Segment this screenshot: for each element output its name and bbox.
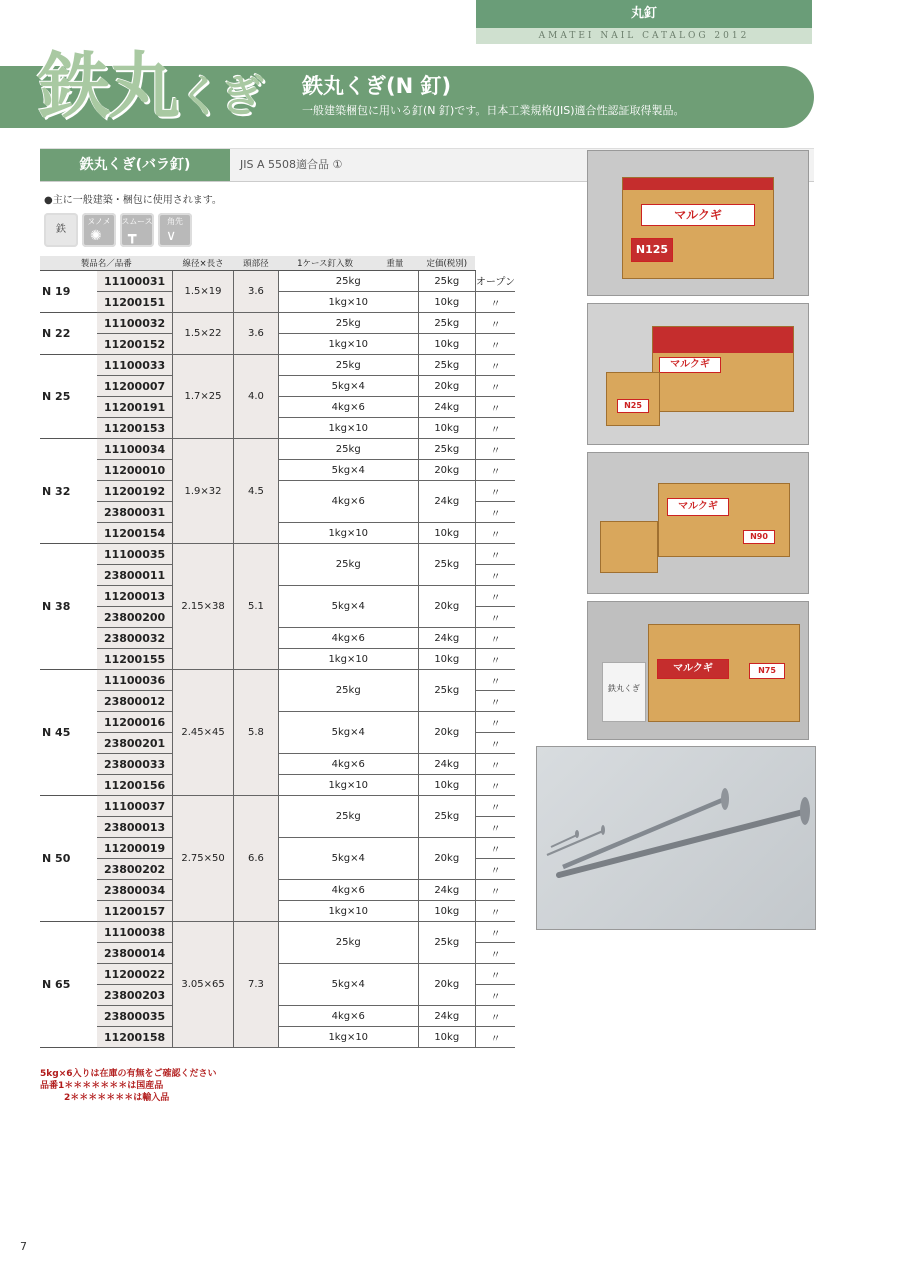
table-row xyxy=(40,838,515,859)
price-cell: 〃 xyxy=(475,943,515,964)
smooth-icon: スムース ┳ xyxy=(120,213,154,247)
table-row xyxy=(40,544,515,565)
count-cell: 5kg×4 xyxy=(278,712,418,754)
head-cell: 6.6 xyxy=(234,796,279,922)
table-row xyxy=(40,586,515,607)
size-cell: 2.75×50 xyxy=(173,796,234,922)
note-stock: 5kg×6入りは在庫の有無をご確認ください xyxy=(40,1069,217,1079)
table-row xyxy=(40,355,515,376)
col-weight: 重量 xyxy=(372,256,418,271)
feature-icons xyxy=(44,213,192,247)
count-cell: 25kg xyxy=(278,271,418,292)
photo-n90-box: マルクギ N90 xyxy=(587,452,809,594)
table-row xyxy=(40,271,515,292)
page-subtitle: 一般建築梱包に用いる釘(N 釘)です。日本工業規格(JIS)適合性認証取得製品。 xyxy=(302,104,685,117)
photo-nails xyxy=(536,746,816,930)
product-code: 23800031 xyxy=(97,502,172,523)
table-row xyxy=(40,418,515,439)
product-code: 23800200 xyxy=(97,607,172,628)
page-title: 鉄丸くぎ(N 釘) xyxy=(302,74,452,98)
count-cell: 1kg×10 xyxy=(278,334,418,355)
count-cell: 25kg xyxy=(278,670,418,712)
product-code: 11100032 xyxy=(97,313,172,334)
price-cell: 〃 xyxy=(475,649,515,670)
product-code: 11100036 xyxy=(97,670,172,691)
table-row xyxy=(40,481,515,502)
price-cell: 〃 xyxy=(475,418,515,439)
product-code: 11100033 xyxy=(97,355,172,376)
table-row xyxy=(40,649,515,670)
product-name: N 25 xyxy=(40,355,97,439)
product-code: 23800201 xyxy=(97,733,172,754)
product-code: 11200013 xyxy=(97,586,172,607)
head-cell: 3.6 xyxy=(234,271,279,313)
count-cell: 4kg×6 xyxy=(278,754,418,775)
page-number: 7 xyxy=(20,1240,27,1253)
weight-cell: 10kg xyxy=(418,334,475,355)
size-cell: 3.05×65 xyxy=(173,922,234,1048)
count-cell: 1kg×10 xyxy=(278,775,418,796)
product-name: N 45 xyxy=(40,670,97,796)
count-cell: 1kg×10 xyxy=(278,901,418,922)
price-cell: 〃 xyxy=(475,775,515,796)
header-tab-title: 丸釘 xyxy=(476,0,812,28)
head-cell: 3.6 xyxy=(234,313,279,355)
product-code: 11200152 xyxy=(97,334,172,355)
catalog-name: AMATEI NAIL CATALOG 2012 xyxy=(476,28,812,44)
price-cell: 〃 xyxy=(475,691,515,712)
product-code: 23800013 xyxy=(97,817,172,838)
weight-cell: 20kg xyxy=(418,964,475,1006)
product-name: N 38 xyxy=(40,544,97,670)
count-cell: 5kg×4 xyxy=(278,964,418,1006)
price-cell: 〃 xyxy=(475,1006,515,1027)
count-cell: 1kg×10 xyxy=(278,418,418,439)
product-code: 11200153 xyxy=(97,418,172,439)
head-cell: 5.1 xyxy=(234,544,279,670)
table-row xyxy=(40,292,515,313)
product-code: 23800011 xyxy=(97,565,172,586)
size-cell: 1.5×19 xyxy=(173,271,234,313)
col-head: 頭部径 xyxy=(234,256,279,271)
price-cell: 〃 xyxy=(475,355,515,376)
price-cell: オープン xyxy=(475,271,515,292)
table-row xyxy=(40,628,515,649)
price-cell: 〃 xyxy=(475,670,515,691)
price-cell: 〃 xyxy=(475,985,515,1006)
table-row xyxy=(40,1027,515,1048)
weight-cell: 24kg xyxy=(418,481,475,523)
weight-cell: 10kg xyxy=(418,292,475,313)
price-cell: 〃 xyxy=(475,712,515,733)
col-count: 1ケース釘入数 xyxy=(278,256,371,271)
price-cell: 〃 xyxy=(475,838,515,859)
price-cell: 〃 xyxy=(475,523,515,544)
price-cell: 〃 xyxy=(475,313,515,334)
product-code: 11200154 xyxy=(97,523,172,544)
count-cell: 4kg×6 xyxy=(278,628,418,649)
product-name: N 32 xyxy=(40,439,97,544)
table-row xyxy=(40,754,515,775)
weight-cell: 10kg xyxy=(418,649,475,670)
shank-icon: ヌノメ ✺ xyxy=(82,213,116,247)
table-row xyxy=(40,670,515,691)
product-code: 11100035 xyxy=(97,544,172,565)
product-code: 23800035 xyxy=(97,1006,172,1027)
price-cell: 〃 xyxy=(475,922,515,943)
count-cell: 4kg×6 xyxy=(278,481,418,523)
product-name: N 19 xyxy=(40,271,97,313)
price-cell: 〃 xyxy=(475,796,515,817)
count-cell: 1kg×10 xyxy=(278,1027,418,1048)
price-cell: 〃 xyxy=(475,397,515,418)
size-cell: 1.9×32 xyxy=(173,439,234,544)
product-code: 11100037 xyxy=(97,796,172,817)
weight-cell: 10kg xyxy=(418,418,475,439)
count-cell: 1kg×10 xyxy=(278,649,418,670)
price-cell: 〃 xyxy=(475,1027,515,1048)
price-cell: 〃 xyxy=(475,460,515,481)
weight-cell: 24kg xyxy=(418,397,475,418)
size-cell: 1.5×22 xyxy=(173,313,234,355)
product-code: 23800203 xyxy=(97,985,172,1006)
head-cell: 4.5 xyxy=(234,439,279,544)
weight-cell: 20kg xyxy=(418,838,475,880)
catalog-header xyxy=(476,0,812,44)
size-cell: 2.15×38 xyxy=(173,544,234,670)
price-cell: 〃 xyxy=(475,502,515,523)
product-code: 23800202 xyxy=(97,859,172,880)
table-row xyxy=(40,901,515,922)
price-cell: 〃 xyxy=(475,880,515,901)
product-code: 11200010 xyxy=(97,460,172,481)
weight-cell: 24kg xyxy=(418,880,475,901)
spec-table xyxy=(40,256,515,1048)
product-code: 11200016 xyxy=(97,712,172,733)
count-cell: 5kg×4 xyxy=(278,460,418,481)
table-row xyxy=(40,313,515,334)
price-cell: 〃 xyxy=(475,754,515,775)
col-price: 定価(税別) xyxy=(418,256,475,271)
price-cell: 〃 xyxy=(475,334,515,355)
product-name: N 22 xyxy=(40,313,97,355)
weight-cell: 25kg xyxy=(418,439,475,460)
head-cell: 7.3 xyxy=(234,922,279,1048)
product-code: 23800034 xyxy=(97,880,172,901)
table-row xyxy=(40,397,515,418)
weight-cell: 24kg xyxy=(418,754,475,775)
count-cell: 5kg×4 xyxy=(278,586,418,628)
table-row xyxy=(40,376,515,397)
price-cell: 〃 xyxy=(475,859,515,880)
table-row xyxy=(40,880,515,901)
weight-cell: 10kg xyxy=(418,1027,475,1048)
head-cell: 5.8 xyxy=(234,670,279,796)
product-name: N 50 xyxy=(40,796,97,922)
count-cell: 1kg×10 xyxy=(278,523,418,544)
product-code: 23800014 xyxy=(97,943,172,964)
weight-cell: 25kg xyxy=(418,544,475,586)
weight-cell: 25kg xyxy=(418,670,475,712)
weight-cell: 20kg xyxy=(418,376,475,397)
material-icon: 鉄 xyxy=(44,213,78,247)
weight-cell: 24kg xyxy=(418,1006,475,1027)
weight-cell: 25kg xyxy=(418,355,475,376)
product-code: 11200155 xyxy=(97,649,172,670)
count-cell: 25kg xyxy=(278,313,418,334)
weight-cell: 25kg xyxy=(418,313,475,334)
price-cell: 〃 xyxy=(475,292,515,313)
product-code: 23800032 xyxy=(97,628,172,649)
count-cell: 1kg×10 xyxy=(278,292,418,313)
photo-n125-box: マルクギ N125 xyxy=(587,150,809,296)
count-cell: 25kg xyxy=(278,796,418,838)
table-row xyxy=(40,439,515,460)
table-row xyxy=(40,523,515,544)
weight-cell: 25kg xyxy=(418,271,475,292)
count-cell: 25kg xyxy=(278,922,418,964)
count-cell: 4kg×6 xyxy=(278,1006,418,1027)
section-label: 鉄丸くぎ(バラ釘) xyxy=(40,149,230,181)
col-size: 線径×長さ xyxy=(173,256,234,271)
col-product: 製品名／品番 xyxy=(40,256,173,271)
product-code: 11200007 xyxy=(97,376,172,397)
note-imported: 2＊＊＊＊＊＊＊は輸入品 xyxy=(64,1093,170,1103)
product-code: 11200191 xyxy=(97,397,172,418)
count-cell: 25kg xyxy=(278,355,418,376)
price-cell: 〃 xyxy=(475,544,515,565)
head-cell: 4.0 xyxy=(234,355,279,439)
table-row xyxy=(40,964,515,985)
table-row xyxy=(40,775,515,796)
table-row xyxy=(40,796,515,817)
weight-cell: 20kg xyxy=(418,586,475,628)
weight-cell: 10kg xyxy=(418,775,475,796)
count-cell: 25kg xyxy=(278,439,418,460)
table-row xyxy=(40,922,515,943)
table-row xyxy=(40,460,515,481)
product-code: 23800012 xyxy=(97,691,172,712)
product-code: 11100038 xyxy=(97,922,172,943)
price-cell: 〃 xyxy=(475,565,515,586)
table-row xyxy=(40,1006,515,1027)
size-cell: 1.7×25 xyxy=(173,355,234,439)
price-cell: 〃 xyxy=(475,481,515,502)
product-code: 11200158 xyxy=(97,1027,172,1048)
weight-cell: 10kg xyxy=(418,901,475,922)
count-cell: 5kg×4 xyxy=(278,376,418,397)
size-cell: 2.45×45 xyxy=(173,670,234,796)
product-code: 11200022 xyxy=(97,964,172,985)
count-cell: 4kg×6 xyxy=(278,880,418,901)
product-code: 11200157 xyxy=(97,901,172,922)
count-cell: 4kg×6 xyxy=(278,397,418,418)
weight-cell: 20kg xyxy=(418,460,475,481)
notes xyxy=(40,1068,217,1104)
note-domestic: 品番1＊＊＊＊＊＊＊は国産品 xyxy=(40,1081,164,1091)
price-cell: 〃 xyxy=(475,376,515,397)
product-code: 11200192 xyxy=(97,481,172,502)
product-code: 11100034 xyxy=(97,439,172,460)
weight-cell: 10kg xyxy=(418,523,475,544)
price-cell: 〃 xyxy=(475,817,515,838)
product-code: 11200156 xyxy=(97,775,172,796)
price-cell: 〃 xyxy=(475,628,515,649)
product-code: 23800033 xyxy=(97,754,172,775)
price-cell: 〃 xyxy=(475,964,515,985)
count-cell: 5kg×4 xyxy=(278,838,418,880)
product-code: 11100031 xyxy=(97,271,172,292)
photo-n75-box: マルクギ N75 鉄丸くぎ xyxy=(587,601,809,740)
table-row xyxy=(40,334,515,355)
price-cell: 〃 xyxy=(475,607,515,628)
hero-big-title: 鉄丸くぎ xyxy=(38,43,263,128)
product-name: N 65 xyxy=(40,922,97,1048)
count-cell: 25kg xyxy=(278,544,418,586)
weight-cell: 24kg xyxy=(418,628,475,649)
section-standard: JIS A 5508適合品 ① xyxy=(240,158,343,171)
usage-text: ●主に一般建築・梱包に使用されます。 xyxy=(44,195,222,206)
weight-cell: 25kg xyxy=(418,796,475,838)
point-icon: 角先 ∨ xyxy=(158,213,192,247)
table-row xyxy=(40,712,515,733)
photo-n25-box: マルクギ N25 xyxy=(587,303,809,445)
price-cell: 〃 xyxy=(475,439,515,460)
product-code: 11200019 xyxy=(97,838,172,859)
product-code: 11200151 xyxy=(97,292,172,313)
table-header xyxy=(40,256,515,271)
weight-cell: 20kg xyxy=(418,712,475,754)
weight-cell: 25kg xyxy=(418,922,475,964)
price-cell: 〃 xyxy=(475,586,515,607)
price-cell: 〃 xyxy=(475,901,515,922)
price-cell: 〃 xyxy=(475,733,515,754)
